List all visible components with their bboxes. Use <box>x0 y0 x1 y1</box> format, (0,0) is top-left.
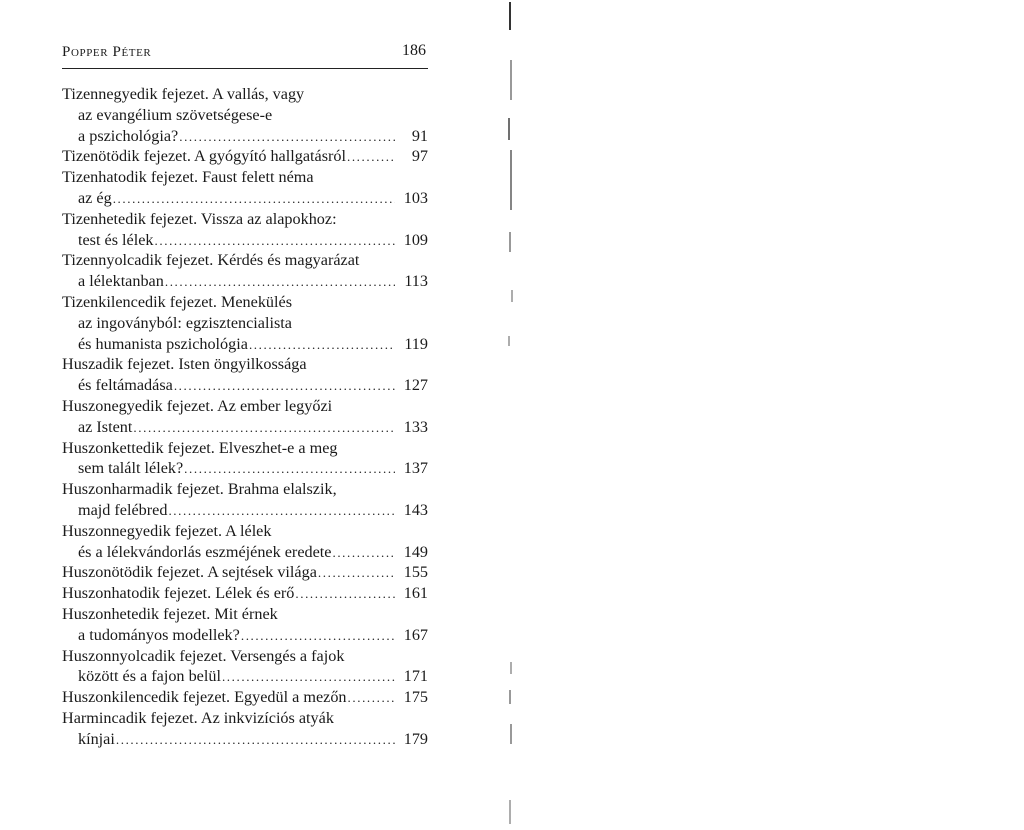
toc-entry <box>62 479 428 521</box>
toc-entry-text: Huszonötödik fejezet. A sejtések világa <box>62 563 317 582</box>
toc-entry-text: az Istent <box>78 417 133 436</box>
toc-entry-text: test és lélek <box>78 230 154 249</box>
toc-entry <box>62 84 428 146</box>
toc-entry <box>62 562 428 583</box>
dot-leader <box>155 231 395 252</box>
dot-leader <box>318 563 395 584</box>
toc-page-number: 97 <box>411 147 428 166</box>
toc-line <box>62 105 428 126</box>
toc-page-number: 103 <box>403 188 428 207</box>
toc-line <box>62 354 428 375</box>
toc-line-with-page <box>62 687 428 708</box>
toc-line <box>62 479 428 500</box>
toc-entry-text: Harmincadik fejezet. Az inkvizíciós atyák <box>62 708 334 727</box>
dot-leader <box>179 127 395 148</box>
toc-line <box>62 521 428 542</box>
toc-entry-text: a pszichológia? <box>78 126 179 145</box>
dot-leader <box>113 189 395 210</box>
toc-line <box>62 438 428 459</box>
toc-page-number: 127 <box>403 376 428 395</box>
toc-line <box>62 209 428 230</box>
toc-page-number: 137 <box>403 459 428 478</box>
toc-entry <box>62 708 428 750</box>
toc-entry <box>62 354 428 396</box>
dot-leader <box>241 626 395 647</box>
toc-entry-text: Huszonhatodik fejezet. Lélek és erő <box>62 584 295 603</box>
toc-page-number: 113 <box>404 272 428 291</box>
toc-page-number: 133 <box>403 417 428 436</box>
toc-line <box>62 646 428 667</box>
toc-line-with-page <box>62 230 428 251</box>
toc-entry <box>62 583 428 604</box>
toc-entry-text: az ingoványból: egzisztencialista <box>78 313 292 332</box>
dot-leader <box>116 730 395 751</box>
toc-entry <box>62 604 428 646</box>
toc-entry-text: az evangélium szövetségese-e <box>78 105 273 124</box>
author-name: Popper Péter <box>62 44 152 60</box>
toc-page-number: 91 <box>411 126 428 145</box>
toc-entry-text: Tizennegyedik fejezet. A vallás, vagy <box>62 85 305 103</box>
toc-entry-text: kínjai <box>78 729 115 748</box>
toc-entry-text: Huszonnegyedik fejezet. A lélek <box>62 521 272 540</box>
toc-entry-text: Huszonkettedik fejezet. Elveszhet-e a meg <box>62 438 338 457</box>
toc-entry <box>62 146 428 167</box>
dot-leader <box>222 667 395 688</box>
toc-line-with-page <box>62 583 428 604</box>
toc-entry-text: Huszonegyedik fejezet. Az ember legyőzi <box>62 396 333 415</box>
toc-page-number: 179 <box>403 729 428 748</box>
toc-entry-text: Huszonnyolcadik fejezet. Versengés a fajok <box>62 646 345 665</box>
toc-entry <box>62 438 428 480</box>
toc-line <box>62 708 428 729</box>
page-gutter <box>506 0 512 830</box>
toc-entry-text: Tizenötödik fejezet. A gyógyító hallgatásról <box>62 147 346 166</box>
toc-entry <box>62 521 428 563</box>
toc-page-number: 143 <box>403 500 428 519</box>
toc-entry-text: Huszadik fejezet. Isten öngyilkossága <box>62 355 307 374</box>
running-header <box>62 44 428 64</box>
toc-entry-text: Huszonkilencedik fejezet. Egyedül a mezőn <box>62 688 347 707</box>
toc-page-number: 167 <box>403 625 428 644</box>
toc-line-with-page <box>62 271 428 292</box>
toc-entry-text: Huszonharmadik fejezet. Brahma elalszik, <box>62 480 337 499</box>
toc-line-with-page <box>62 500 428 521</box>
toc-entry-text: Tizenhatodik fejezet. Faust felett néma <box>62 168 314 187</box>
toc-line-with-page <box>62 126 428 147</box>
toc-entry-text: között és a fajon belül <box>78 667 221 686</box>
toc-entry <box>62 167 428 209</box>
dot-leader <box>347 147 395 168</box>
toc-line-with-page <box>62 417 428 438</box>
toc-line-with-page <box>62 562 428 583</box>
toc-line-with-page <box>62 375 428 396</box>
toc-entry-text: Huszonhetedik fejezet. Mit érnek <box>62 604 278 623</box>
toc-line-with-page <box>62 729 428 750</box>
toc-page-number: 161 <box>403 584 428 603</box>
dot-leader <box>295 584 395 605</box>
toc-page-number: 171 <box>403 667 428 686</box>
toc-page-number: 119 <box>404 334 428 353</box>
dot-leader <box>184 459 395 480</box>
toc-line-with-page <box>62 146 428 167</box>
toc-entry-text: és humanista pszichológia <box>78 334 248 353</box>
toc-line-with-page <box>62 458 428 479</box>
toc-line-with-page <box>62 334 428 355</box>
toc-entry <box>62 396 428 438</box>
toc-entry-text: és a lélekvándorlás eszméjének eredete <box>78 542 332 561</box>
toc-entry <box>62 209 428 251</box>
toc-page-number: 109 <box>403 230 428 249</box>
toc-entry-text: az ég <box>78 188 112 207</box>
table-of-contents <box>62 84 428 750</box>
dot-leader <box>133 418 395 439</box>
dot-leader <box>249 335 395 356</box>
toc-line-with-page <box>62 188 428 209</box>
page-number: 186 <box>402 42 426 59</box>
toc-entry-text: és feltámadása <box>78 376 173 395</box>
toc-entry-text: Tizenhetedik fejezet. Vissza az alapokhoz: <box>62 209 337 228</box>
toc-line <box>62 313 428 334</box>
toc-line <box>62 250 428 271</box>
dot-leader <box>348 688 395 709</box>
toc-entry-text: a lélektanban <box>78 272 164 291</box>
toc-line-with-page <box>62 625 428 646</box>
toc-line <box>62 292 428 313</box>
toc-entry <box>62 687 428 708</box>
dot-leader <box>168 501 395 522</box>
toc-entry <box>62 250 428 292</box>
toc-page-number: 175 <box>403 688 428 707</box>
dot-leader <box>332 543 395 564</box>
toc-line <box>62 604 428 625</box>
toc-line <box>62 167 428 188</box>
toc-entry <box>62 646 428 688</box>
header-rule <box>62 68 428 69</box>
dot-leader <box>174 376 395 397</box>
toc-entry-text: Tizennyolcadik fejezet. Kérdés és magyarázat <box>62 251 360 270</box>
toc-page-number: 149 <box>403 542 428 561</box>
toc-entry-text: sem talált lélek? <box>78 459 184 478</box>
toc-line-with-page <box>62 542 428 563</box>
toc-page-number: 155 <box>403 563 428 582</box>
dot-leader <box>165 272 395 293</box>
toc-line <box>62 396 428 417</box>
toc-entry <box>62 292 428 354</box>
toc-entry-text: Tizenkilencedik fejezet. Menekülés <box>62 292 292 311</box>
toc-line <box>62 84 428 105</box>
toc-entry-text: a tudományos modellek? <box>78 625 240 644</box>
toc-entry-text: majd felébred <box>78 500 168 519</box>
toc-line-with-page <box>62 666 428 687</box>
